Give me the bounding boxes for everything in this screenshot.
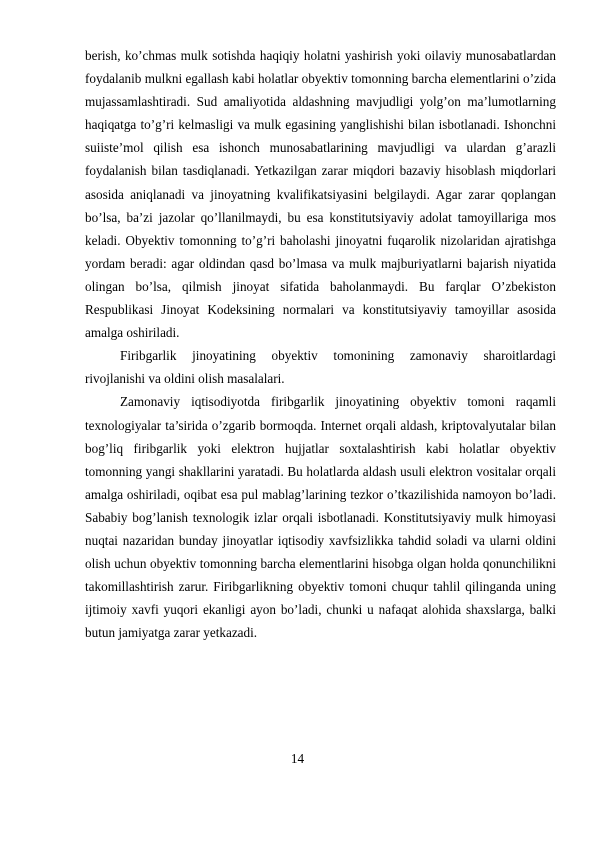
page-number: 14 [290, 751, 305, 766]
paragraph-modern-fraud: Zamonaviy iqtisodiyotda firibgarlik jinoyatining obyektiv tomoni raqamli texnologiyalar ta’sirida o’zgarib bormoqda. Internet orqali aldash, kriptovalyutalar bilan bog’liq firibgarlik yoki elektron hujjatlar soxtalashtirish kabi holatlar obyektiv tomonning yangi shakllarini yaratadi. Bu holatlarda aldash usuli elektron vositalar orqali amalga oshiriladi, oqibat esa pul mablag’larining tezkor o’tkazilishida namoyon bo’ladi. Sababiy bog’lanish texnologik izlar orqali isbotlanadi. Konstitutsiyaviy mulk himoyasi nuqtai nazaridan bunday jinoyatlar iqtisodiy xavfsizlikka tahdid soladi va ularni oldini olish uchun obyektiv tomonning barcha elementlarini hisobga olgan holda qonunchilikni takomillashtirish zarur. Firibgarlikning obyektiv tomoni chuqur tahlil qilinganda uning ijtimoiy xavfi yuqori ekanligi ayon bo’ladi, chunki u nafaqat alohida shaxslarga, balki butun jamiyatga zarar yetkazadi. [85, 394, 556, 641]
document-body [85, 44, 556, 644]
section-heading-paragraph: Firibgarlik jinoyatining obyektiv tomonining zamonaviy sharoitlardagi rivojlanishi va oldini olish masalalari. [85, 348, 556, 387]
paragraph-continuation: berish, ko’chmas mulk sotishda haqiqiy holatni yashirish yoki oilaviy munosabatlardan foydalanib mulkni egallash kabi holatlar obyektiv tomonning barcha elementlarini o’zida mujassamlashtiradi. Sud amaliyotida aldashning mavjudligi yolg’on ma’lumotlarning haqiqatga to’g’ri kelmasligi va mulk egasining yanglishishi bilan isbotlanadi. Ishonchni suiiste’mol qilish esa ishonch munosabatlarining mavjudligi va ulardan g’arazli foydalanish bilan tasdiqlanadi. Yetkazilgan zarar miqdori bazaviy hisoblash miqdorlari asosida aniqlanadi va jinoyatning kvalifikatsiyasini belgilaydi. Agar zarar qoplangan bo’lsa, ba’zi jazolar qo’llanilmaydi, bu esa konstitutsiyaviy adolat tamoyillariga mos keladi. Obyektiv tomonning to’g’ri baholashi jinoyatni fuqarolik nizolaridan ajratishga yordam beradi: agar oldindan qasd bo’lmasa va mulk majburiyatlarni bajarish niyatida olingan bo’lsa, qilmish jinoyat sifatida baholanmaydi. Bu farqlar O’zbekiston Respublikasi Jinoyat Kodeksining normalari va konstitutsiyaviy tamoyillar asosida amalga oshiriladi. [85, 48, 556, 341]
